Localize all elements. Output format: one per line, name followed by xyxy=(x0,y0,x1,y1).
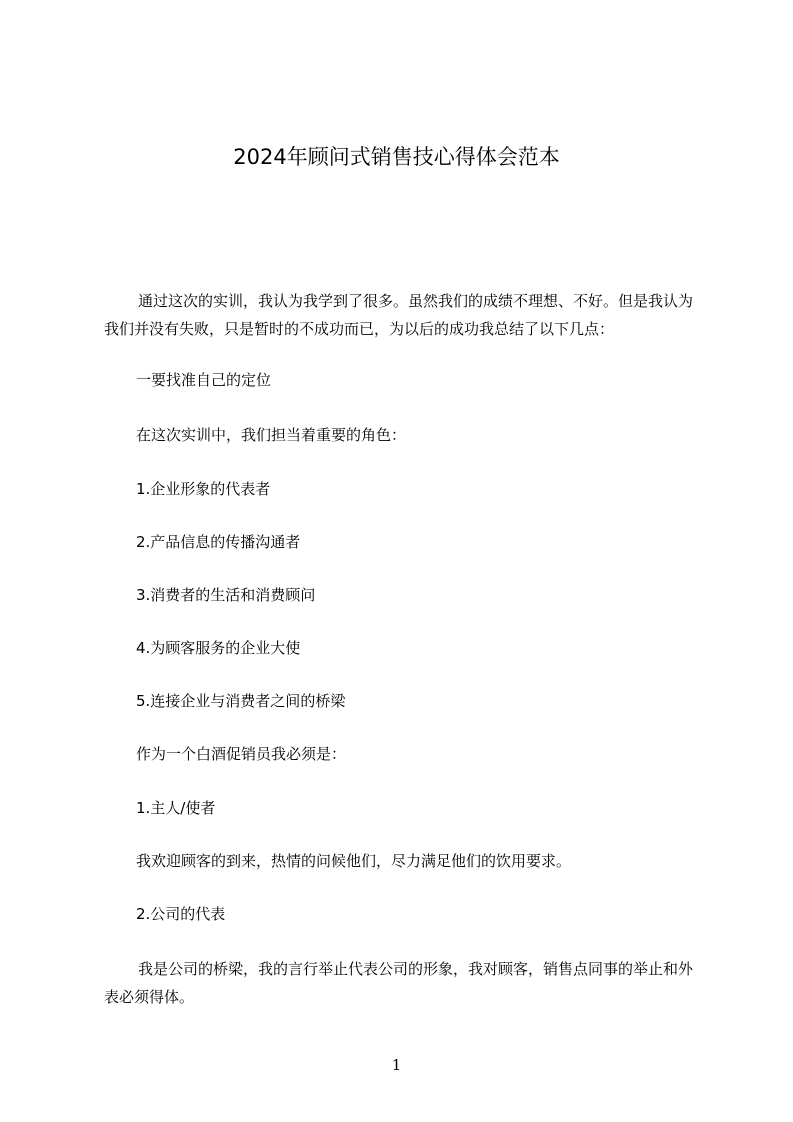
must-item-title: 1.主人/使者 xyxy=(136,799,216,817)
must-intro-text: 作为一个白酒促销员我必须是： xyxy=(136,745,347,763)
role-list-item: 3.消费者的生活和消费顾问 xyxy=(136,586,316,604)
role-list-item: 5.连接企业与消费者之间的桥梁 xyxy=(136,692,346,710)
must-item-title: 2.公司的代表 xyxy=(136,905,226,923)
intro-paragraph: 通过这次的实训，我认为我学到了很多。虽然我们的成绩不理想、不好。但是我认为我们并没有失败，只是暂时的不成功而已，为以后的成功我总结了以下几点： xyxy=(104,292,694,338)
role-list-item: 2.产品信息的传播沟通者 xyxy=(136,533,301,551)
must-item-text: 我是公司的桥梁，我的言行举止代表公司的形象，我对顾客，销售点同事的举止和外表必须得体。 xyxy=(104,960,694,1006)
role-list-item: 4.为顾客服务的企业大使 xyxy=(136,639,301,657)
page-number: 1 xyxy=(391,1056,402,1074)
role-list-item: 1.企业形象的代表者 xyxy=(136,480,271,498)
must-item-text: 我欢迎顾客的到来，热情的问候他们，尽力满足他们的饮用要求。 xyxy=(136,852,572,870)
document-title: 2024年顾问式销售技心得体会范本 xyxy=(233,145,560,169)
role-intro-text: 在这次实训中，我们担当着重要的角色： xyxy=(136,426,407,444)
section-heading: 一要找准自己的定位 xyxy=(136,371,272,389)
